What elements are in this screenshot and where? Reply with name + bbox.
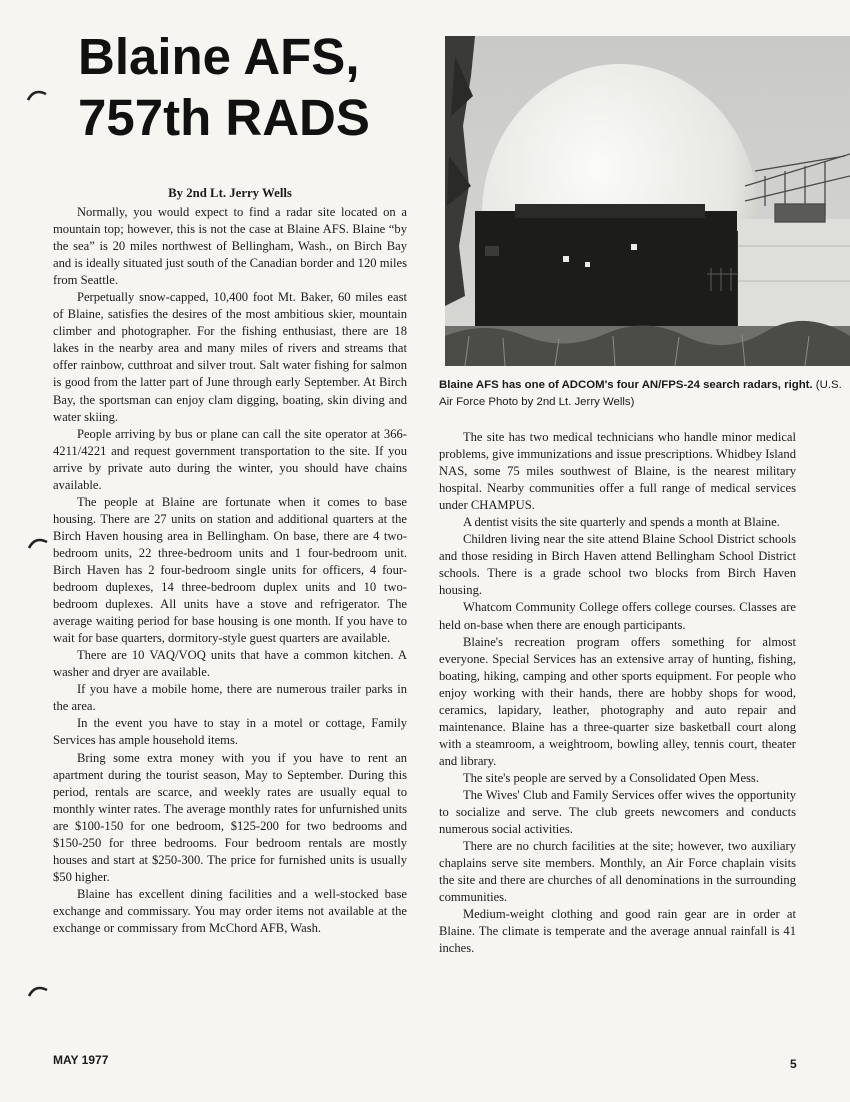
body-paragraph: Blaine has excellent dining facilities and a well-stocked base exchange and commissary. You may order items not available at the exchange or commissary from McChord AFB, Wash. bbox=[53, 886, 407, 935]
body-paragraph: People arriving by bus or plane can call the site operator at 366-4211/4221 and request government transportation to the site. If you arrive by private auto during the winter, you should have chains available. bbox=[53, 426, 407, 492]
body-paragraph: A dentist visits the site quarterly and spends a month at Blaine. bbox=[462, 515, 780, 530]
body-paragraph: Whatcom Community College offers college courses. Classes are held on-base when there are enough participants. bbox=[439, 600, 796, 632]
photo-caption bbox=[439, 377, 850, 411]
caption-bold: Blaine AFS has one of ADCOM's four AN/FPS-24 search radars, right. bbox=[439, 379, 813, 391]
body-paragraph: Medium-weight clothing and good rain gear are in order at Blaine. The climate is temperate and the average annual rainfall is 41 inches. bbox=[439, 907, 796, 956]
title-line-2: 757th RADS bbox=[78, 89, 370, 146]
margin-mark-icon bbox=[27, 982, 49, 998]
article-title bbox=[78, 26, 408, 148]
right-column-text bbox=[439, 429, 796, 957]
byline: By 2nd Lt. Jerry Wells bbox=[168, 186, 292, 200]
body-paragraph: The site has two medical technicians who handle minor medical problems, give immunizations and issue prescriptions. Whidbey Island NAS, some 75 miles southwest of Blaine, is the nearest military hospital. Nearby communities offer a full range of medical services under CHAMPUS. bbox=[439, 430, 796, 513]
title-line-1: Blaine AFS, bbox=[78, 28, 360, 85]
body-paragraph: Perpetually snow-capped, 10,400 foot Mt. Baker, 60 miles east of Blaine, satisfies the desires of the most ambitious skier, mountain climber and photographer. For the fishing enthusiast, there are 18 lakes in the nearby area and many miles of rivers and streams that offer rainbow, cutthroat and silver trout. Salt water fishing for salmon is good from the latter part of June through early September. At Birch Bay, the sportsman can enjoy clam digging, boating, skin diving and water skiing. bbox=[53, 290, 407, 424]
caption-credit: (U.S. Air Force Photo by 2nd Lt. Jerry Wells) bbox=[439, 379, 842, 408]
body-paragraph: Blaine's recreation program offers something for almost everyone. Special Services has an extensive array of hunting, fishing, boating, hiking, camping and other sports equipment. For people who enjoy working with their hands, there are hobby shops for wood, ceramics, lapidary, leather, photography and auto repair and maintenance. Blaine has a three-quarter size basketball court along with a steamroom, a weightroom, bowling alley, tennis court, theater and library. bbox=[439, 634, 796, 768]
page-number: 5 bbox=[790, 1057, 797, 1071]
margin-mark-icon bbox=[26, 86, 48, 102]
body-paragraph: Bring some extra money with you if you have to rent an apartment during the tourist season, May to September. During this period, rentals are scarce, and weekly rates are usually equal to monthly winter rates. The average monthly rates for unfurnished units are $100-150 for one bedroom, $125-200 for two bedrooms and $150-250 for three bedrooms. Four bedroom rentals are mostly houses and start at $250-300. The price for furnished units is usually $50 higher. bbox=[53, 750, 407, 884]
margin-mark-icon bbox=[27, 534, 49, 550]
body-paragraph: There are no church facilities at the site; however, two auxiliary chaplains serve site members. Monthly, an Air Force chaplain visits the site and there are churches of all denominations in the surrounding communities. bbox=[439, 839, 796, 905]
body-paragraph: If you have a mobile home, there are numerous trailer parks in the area. bbox=[53, 682, 407, 714]
left-column-text bbox=[53, 204, 407, 937]
body-paragraph: There are 10 VAQ/VOQ units that have a common kitchen. A washer and dryer are available. bbox=[53, 648, 407, 680]
issue-date: MAY 1977 bbox=[53, 1053, 109, 1067]
body-paragraph: In the event you have to stay in a motel or cottage, Family Services has ample household items. bbox=[53, 716, 407, 748]
body-paragraph: The people at Blaine are fortunate when it comes to base housing. There are 27 units on station and additional quarters at the Birch Haven housing area in Bellingham. On base, there are 4 two-bedroom units, 22 three-bedroom units and 1 four-bedroom unit. Birch Haven has 2 four-bedroom single units for officers, 4 four-bedroom duplexes, 14 three-bedroom duplex units and 10 two-bedroom duplexes. All units have a stove and refrigerator. The average waiting period for base housing is one month. If you have to wait for base quarters, dormitory-style guest quarters are available. bbox=[53, 494, 407, 646]
radar-photo-illustration bbox=[445, 36, 850, 366]
body-paragraph: Normally, you would expect to find a radar site located on a mountain top; however, this is not the case at Blaine AFS. Blaine “by the sea” is 20 miles northwest of Bellingham, Wash., on Birch Bay and is ideally situated just south of the Canadian border and 120 miles from Seattle. bbox=[53, 205, 407, 288]
body-paragraph: Children living near the site attend Blaine School District schools and those residing in Birch Haven attend Bellingham School District schools. There is a grade school two blocks from Birch Haven housing. bbox=[439, 532, 796, 598]
body-paragraph: The site's people are served by a Consolidated Open Mess. bbox=[462, 770, 759, 785]
radar-dome-photo bbox=[445, 36, 850, 366]
body-paragraph: The Wives' Club and Family Services offer wives the opportunity to socialize and serve. The club greets newcomers and conducts numerous social activities. bbox=[439, 787, 796, 837]
